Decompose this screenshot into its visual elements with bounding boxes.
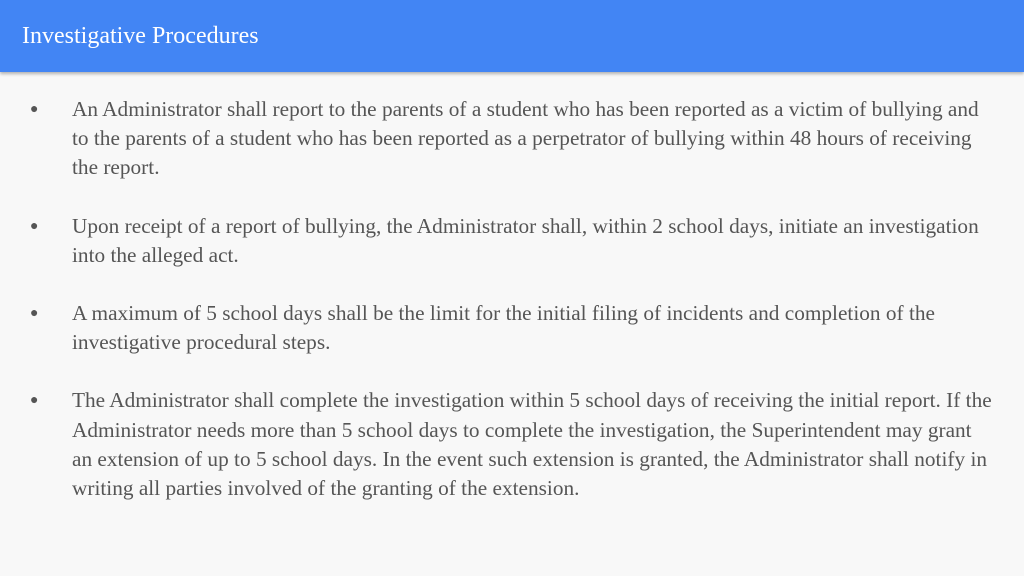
bullet-item: [0, 386, 1024, 503]
title-bar: [0, 0, 1024, 72]
bullet-text: The Administrator shall complete the investigation within 5 school days of receiving the initial report. If the Administrator needs more than 5 school days to complete the investigation, the Superintendent may grant an extension of up to 5 school days. In the event such extension is granted, the Administrator shall notify in writing all parties involved of the granting of the extension.: [72, 388, 992, 501]
bullet-text: An Administrator shall report to the parents of a student who has been reported as a victim of bullying and to the parents of a student who has been reported as a perpetrator of bullying within 48 hours of receiving the report.: [72, 97, 979, 180]
bullet-icon: ●: [30, 218, 39, 234]
bullet-text: A maximum of 5 school days shall be the limit for the initial filing of incidents and completion of the investigative procedural steps.: [72, 301, 935, 355]
bullet-item: [0, 95, 1024, 183]
slide-title: Investigative Procedures: [22, 23, 259, 49]
bullet-icon: ●: [30, 393, 39, 409]
bullet-item: [0, 299, 1024, 357]
bullet-icon: ●: [30, 102, 39, 117]
bullet-item: [0, 212, 1024, 270]
bullet-list: [0, 95, 1024, 532]
bullet-text: Upon receipt of a report of bullying, the Administrator shall, within 2 school days, initiate an investigation into the alleged act.: [72, 213, 979, 267]
bullet-icon: ●: [30, 306, 39, 322]
